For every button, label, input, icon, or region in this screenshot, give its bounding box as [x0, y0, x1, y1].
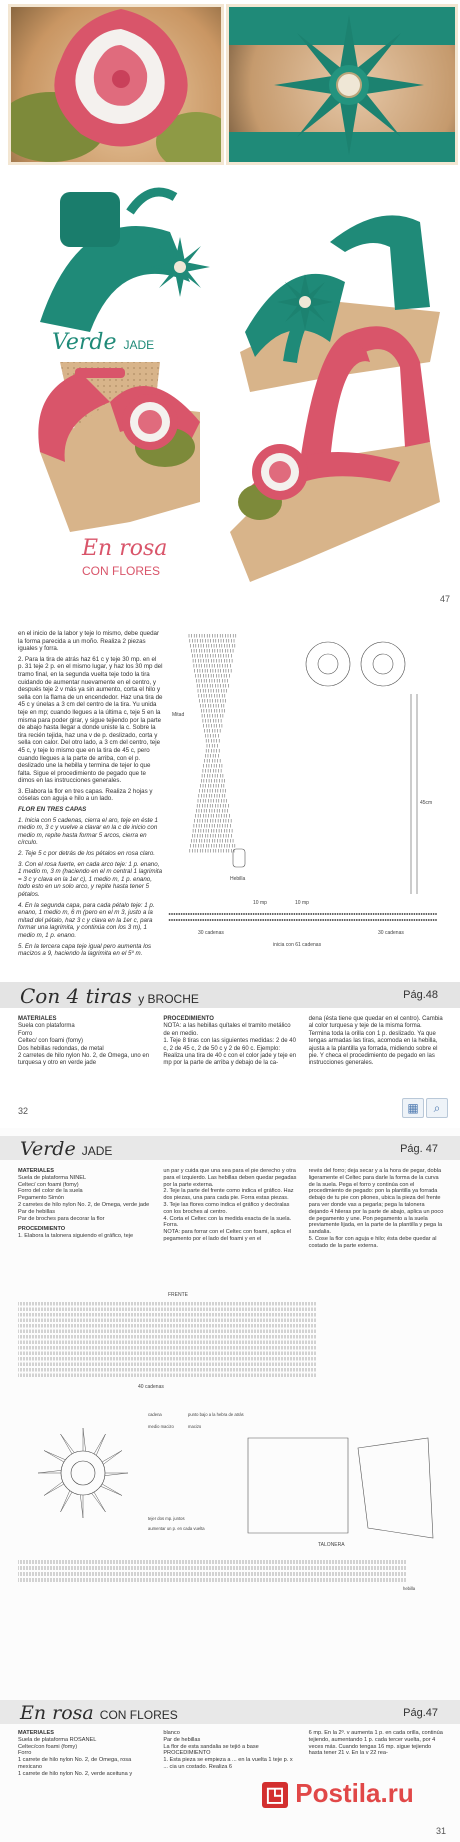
material-item: Suela de plataforma NINEL	[18, 1174, 87, 1181]
banner-verde-tail: JADE	[81, 1144, 113, 1158]
page-number-32: 32	[18, 1106, 29, 1116]
banner-verde-title	[20, 1138, 112, 1160]
material-item: 1 carrete de hilo nylon No. 2, de Omega, rosa mexicano	[18, 1757, 132, 1770]
material-item: Suela con plataforma	[18, 1023, 75, 1030]
material-item: Forro	[18, 1750, 32, 1757]
paragraph-2: 2. Para la tira de atrás haz 61 c y teje 30 mp. en el p. 31 teje 2 p. en el mismo lugar, y haz los 30 mp del tramo final, en la segunda vuelta teje todo la tira cuidando de aumentar nuevamente en el centro, y después teje 2 v más ya sin aumento, corta el hilo y sella con la flama de un encendedor. Haz una tira de 45 c y únelas a 3 cm del centro de la tira. Yu unida teje en mp; cuando llegues a la última c, teje 5 en la misma para poder girar, y sigue tejiendo por la parte de abajo hasta llegar a donde uniste la c. Sobre la tira recién tejida, haz una v de p. deslizado, corta y sella con calor. Del otro lado, a 3 cm del centro, teje 45 c, y teje lo mismo que en la tira de 45 c, pero cuando llegues a la parte de arriba, con el p. deslizado une la hebilla y termina de tejer lo que falta. Sigue el procedimiento de pegado que te dimos en las instrucciones generales.	[18, 655, 163, 785]
material-item: Celtec/ con foami (fomy)	[18, 1181, 79, 1188]
materiales-heading: MATERIALES	[18, 1016, 57, 1022]
banner-verde-jade	[0, 1136, 460, 1160]
magazine-page-verde-rosa	[0, 1128, 460, 1842]
page-number-31: 31	[435, 1826, 446, 1836]
legend-aumento: aumentar un p. en cada vuelta	[148, 1526, 205, 1531]
banner-page-ref: Pág.48	[403, 989, 438, 1001]
rosa-col3: 6 mp. En la 2º. v aumenta 1 p. en cada orilla, continúa tejiendo, aumentando 1 p. cada tercer vuelta, por 4 veces más. Cuando tengas 16 mp. sigue tejiendo hasta tener 21 v. En la v 22 rea-	[308, 1730, 443, 1757]
banner-rosa-page: Pág.47	[403, 1707, 438, 1719]
label-hebilla: Hebilla	[230, 876, 246, 882]
legend-cadena: cadena	[148, 1412, 162, 1417]
verde-procedimiento-text: 1. Elabora la talonera siguiendo el gráfico, teje	[18, 1233, 134, 1240]
title-verde	[52, 330, 154, 355]
hebilla-mark	[233, 849, 245, 867]
grid-view-button[interactable]	[402, 1098, 424, 1118]
search-button[interactable]	[426, 1098, 448, 1118]
flower-chart-left	[306, 642, 350, 686]
material-item: Par de hebillas	[18, 1208, 56, 1215]
banner-en-rosa	[0, 1700, 460, 1724]
procedimiento-heading: PROCEDIMIENTO	[163, 1016, 214, 1022]
material-item: Par de broches para decorar la flor	[18, 1215, 105, 1222]
watermark-text: Postila.ru	[295, 1778, 414, 1808]
banner-title	[20, 984, 199, 1008]
talonera-chart	[248, 1438, 433, 1538]
crochet-strap-chart	[168, 624, 454, 964]
flor-step-3: 3. Con el rosa fuerte, en cada arco teje: 1 p. enano, 1 medio m, 3 m (haciendo en el m central 1 lagrimita = 3 c y clava en la 1er c), 1 medio m, 1 p. enano, todo esto en un solo arco, y repite hasta tener 5 pétalos.	[18, 860, 163, 898]
rosa-materiales-heading: MATERIALES	[18, 1730, 54, 1736]
stitch-dots	[168, 913, 437, 921]
flor-heading: FLOR EN TRES CAPAS	[18, 806, 87, 814]
banner-title-tail: y BROCHE	[138, 992, 199, 1006]
label-30-cadenas-right: 30 cadenas	[378, 930, 404, 936]
material-item: 2 carretes de hilo nylon No. 2, de Omega, uno en turquesa y otro en verde jade	[18, 1053, 150, 1067]
flor-step-2: 2. Teje 5 c por detrás de los pétalos en rosa claro.	[18, 850, 156, 858]
verde-charts	[18, 1288, 442, 1658]
hourglass-stitch-grid	[189, 634, 236, 853]
rosa-col2: blanco Par de hebillas La flor de esta sandalia se tejió a base PROCEDIMIENTO 1. Esta pieza se empieza a ... en la vuelta 1 teje p. x ... cia un costado. Realiza 6	[163, 1730, 293, 1770]
grid-icon: ▦	[407, 1101, 419, 1115]
photo-pink-flower-closeup	[8, 4, 224, 165]
verde-jade-columns	[18, 1168, 444, 1250]
label-10mp-right: 10 mp	[295, 900, 309, 906]
photo-teal-flower-closeup	[226, 4, 458, 165]
title-con-flores: CON FLORES	[82, 564, 161, 578]
verde-materiales	[18, 1168, 153, 1250]
verde-procedimiento-heading: PROCEDIMIENTO	[18, 1226, 66, 1233]
paragraph-3: 3. Elabora la flor en tres capas. Realiza 2 hojas y cóselas con aguja e hilo a un lado.	[18, 787, 153, 803]
flor-step-5: 5. En la tercera capa teje igual pero aumenta los macizos a 9, haciendo la lagrimita en el 5º m.	[18, 942, 152, 958]
material-item: Pegamento Simón	[18, 1195, 65, 1202]
search-icon: ⌕	[433, 1101, 441, 1115]
legend-tejer-dos: tejer dos mp. juntos	[148, 1516, 185, 1521]
material-item: Suela de plataforma ROSANEL	[18, 1736, 97, 1743]
flower-star-chart	[38, 1428, 128, 1518]
rosa-materiales	[18, 1730, 153, 1778]
sandals-product-photo	[0, 162, 460, 602]
materiales-column	[18, 1016, 153, 1068]
strap-stitch-rows	[18, 1560, 405, 1582]
legend-punto-bajo: punto bajo a la hebra de atrás	[188, 1412, 244, 1417]
label-30-cadenas-left: 30 cadenas	[198, 930, 224, 936]
flor-step-1: 1. Inicia con 5 cadenas, cierra el aro, teje en éste 1 medio m, 3 c y vuelve a clavar en la c de inicio con medio m, repite hasta formar 5 arcos, cierra en círculo.	[18, 816, 158, 847]
procedimiento-column	[163, 1016, 298, 1068]
material-item: Celtec/ con foami (fomy)	[18, 1038, 84, 1045]
label-inicia: inicia con 61 cadenas	[273, 942, 322, 948]
magazine-page-instructions	[0, 618, 460, 1128]
procedimiento-column-3	[309, 1016, 444, 1068]
title-jade-word: JADE	[123, 338, 155, 352]
banner-title-main: Con 4 tiras	[20, 984, 132, 1008]
banner-verde-page: Pág. 47	[400, 1143, 438, 1155]
title-en-rosa: En rosa	[82, 536, 168, 561]
page-number-47: 47	[439, 594, 450, 604]
label-10mp-left: 10 mp	[253, 900, 267, 906]
con-4-tiras-columns	[18, 1016, 444, 1068]
banner-rosa-title	[20, 1702, 178, 1724]
banner-rosa-tail: CON FLORES	[99, 1708, 178, 1722]
material-item: 2 carretes de hilo nylon No. 2, de Omega, verde jade	[18, 1201, 150, 1208]
material-item: Forro del color de la suela	[18, 1188, 83, 1195]
en-rosa-columns	[18, 1730, 444, 1778]
legend-macizo: macizo	[188, 1424, 202, 1429]
teal-flower-illustration	[229, 7, 455, 162]
material-item: 1 carrete de hilo nylon No. 2, verde aceituna y	[18, 1770, 133, 1777]
label-side: 45cm	[420, 800, 433, 806]
title-verde-word: Verde	[52, 330, 117, 355]
legend-medio-macizo: medio macizo	[148, 1424, 174, 1429]
label-40-cadenas: 40 cadenas	[138, 1384, 164, 1390]
label-frente: FRENTE	[168, 1292, 188, 1298]
flower-chart-right	[361, 642, 405, 686]
paragraph-1: en el inicio de la labor y teje lo mismo, debe quedar la forma parecida a un moño. Realiza 2 piezas iguales y forra.	[18, 630, 160, 653]
banner-verde-main: Verde	[20, 1138, 76, 1160]
verde-materiales-heading: MATERIALES	[18, 1168, 54, 1174]
banner-con-4-tiras	[0, 982, 460, 1008]
material-item: Celtec/con foami (fomy)	[18, 1743, 78, 1750]
watermark	[262, 1778, 414, 1809]
pink-flower-illustration	[11, 7, 221, 162]
material-item: Dos hebillas redondas, de metal	[18, 1045, 104, 1052]
stitch-legend	[148, 1412, 244, 1531]
watermark-logo-icon: ◳	[262, 1782, 288, 1808]
banner-rosa-main: En rosa	[20, 1702, 94, 1724]
frente-stitch-grid	[18, 1302, 315, 1377]
label-talonera: TALONERA	[318, 1542, 345, 1548]
flor-step-4: 4. En la segunda capa, para cada pétalo teje: 1 p. enano, 1 medio m, 6 m (pero en el m 3, justo a la mitad del pétalo, haz 3 c y clava en la 1er c, para formar una lagrimita, y continúa con los 3 m), 1 medio m, 1 p. enano.	[18, 901, 155, 939]
label-hebilla-p3: hebilla	[403, 1586, 416, 1591]
verde-col2: un par y cuida que una sea para el pie derecho y otra para el izquierdo. Las hebillas deben quedar pegadas por la parte externa. 2. Teje la parte del frente como indica el gráfico. Haz dos piezas, una para cada pie. Forra estas piezas. 3. Teje las flores como indica el gráfico y decóralas con los broches al centro. 4. Corta el Celtec con la medida exacta de la suela. Forra. NOTA: para forrar con el Celtec con foami, aplica el pegamento por el lado del foami y en el	[163, 1168, 297, 1242]
procedimiento-text-continued: dena (ésta tiene que quedar en el centro). Cambia al color turquesa y teje de la misma forma. Termina toda la orilla con 1 p. deslizado. Ya que tengas armadas las tiras, acomoda en la hebilla, ajusta a la plantilla ya forrada, midiendo sobre el pie. Y checa el procedimiento de pegado en las instrucciones generales.	[308, 1016, 443, 1067]
verde-col3: revés del forro; deja secar y a la hora de pegar, dobla ligeramente el Celtec para darle la forma de la curva de la suela. Pega el forro y continúa con el procedimiento de pegado: pon la plantilla ya forrada debajo de tu pie con pliones, ubica la pieza del frente para ver donde vas a pegarla; pega la talonera dejando 4 hileras por la parte de abajo, aplica un poco de pegamento y une. Pon pegamento a la suela previamente lijada, en la parte de la plantilla y pega la sandalia. 5. Cose la flor con aguja e hilo; ésta debe quedar al costado de la parte externa.	[308, 1168, 444, 1249]
instructions-text-column	[18, 630, 163, 961]
procedimiento-text: NOTA: a las hebillas quítales el tramito metálico de en medio. 1. Teje 8 tiras con las siguientes medidas: 2 de 40 c, 2 de 45 c, 2 de 50 c y 2 de 60 c. Ejemplo: Realiza una tira de 40 c con el color jade y teje en mp por la parte de arriba y debajo de la ca-	[163, 1023, 297, 1067]
material-item: Forro	[18, 1030, 33, 1037]
label-mitad: Mitad	[172, 712, 185, 718]
magazine-page-photos	[0, 0, 460, 608]
